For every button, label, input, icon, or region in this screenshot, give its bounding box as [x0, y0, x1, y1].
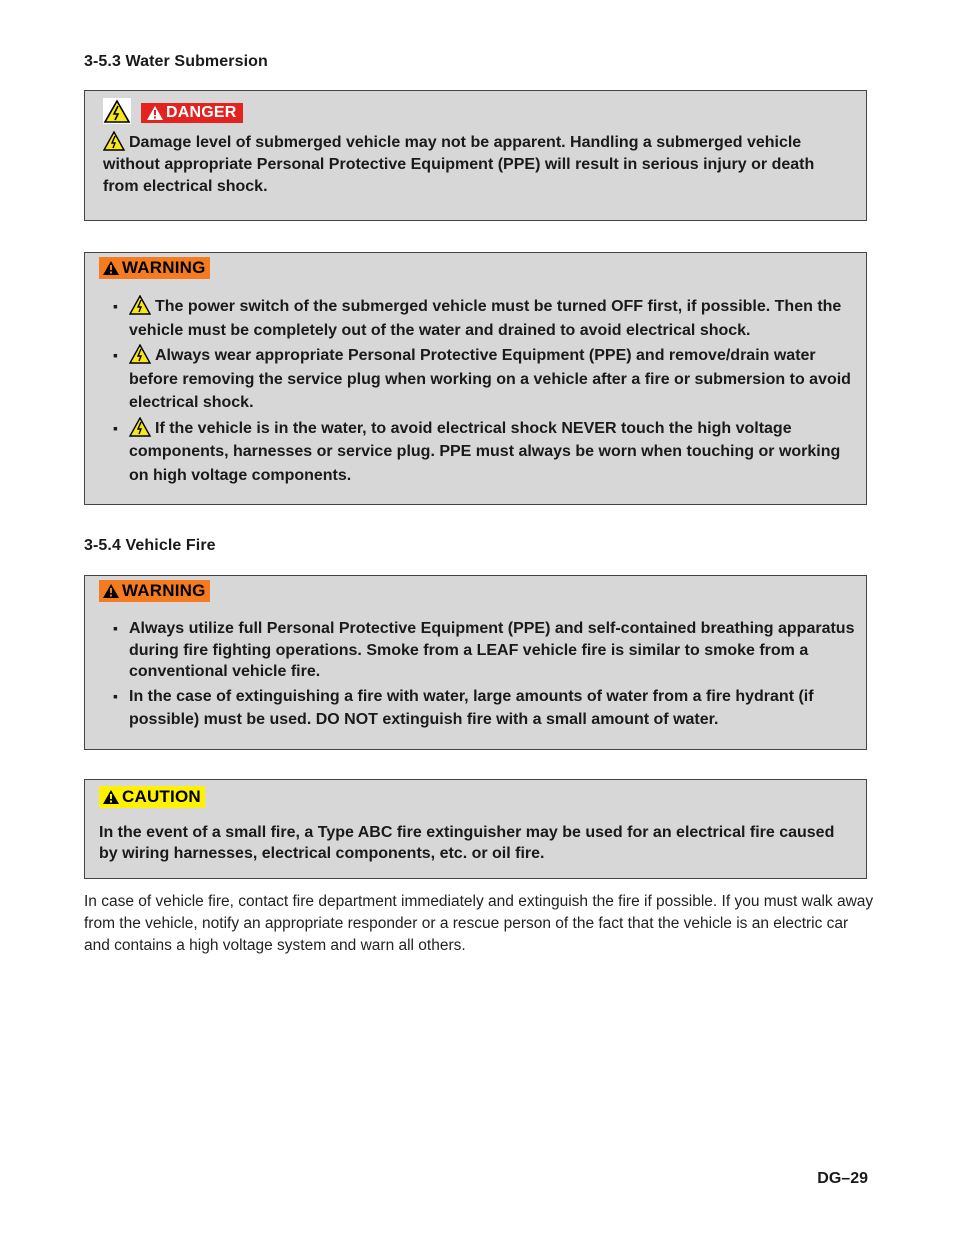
bullet: ▪ [113, 298, 118, 314]
bullet: ▪ [113, 620, 118, 636]
bullet: ▪ [113, 347, 118, 363]
list-item [99, 618, 858, 683]
list-item-text: In the case of extinguishing a fire with water, large amounts of water from a fire hydrant (if possible) must be used. DO NOT extinguish fire with a small amount of water. [129, 687, 814, 728]
high-voltage-icon [129, 417, 151, 437]
body-paragraph: In case of vehicle fire, contact fire department immediately and extinguish the fire if possible. If you must walk away from the vehicle, notify an appropriate responder or a rescue person of the fact that the vehicle is an electric car and contains a high voltage system and warn all others. [84, 893, 874, 954]
warning-list-water [99, 295, 854, 487]
caution-label-text: CAUTION [122, 787, 201, 806]
warning-box-water [84, 252, 867, 505]
high-voltage-icon [129, 344, 151, 364]
alert-triangle-icon [147, 106, 163, 120]
danger-box [84, 90, 867, 221]
caution-box [84, 779, 867, 879]
list-item-text: Always wear appropriate Personal Protective Equipment (PPE) and remove/drain water before removing the service plug when working on a vehicle after a fire or submersion to avoid electrical shock. [129, 347, 851, 411]
high-voltage-icon [103, 131, 125, 151]
bullet: ▪ [113, 419, 118, 436]
warning-label [99, 580, 210, 602]
list-item [99, 417, 854, 488]
danger-message-text: Damage level of submerged vehicle may not be apparent. Handling a submerged vehicle without appropriate Personal Protective Equipment (PPE) will result in serious injury or death from electrical shock. [103, 134, 815, 195]
list-item-text: If the vehicle is in the water, to avoid electrical shock NEVER touch the high voltage components, harnesses or service plug. PPE must always be worn when touching or working on high voltage components. [129, 419, 841, 484]
warning-label [99, 257, 210, 279]
list-item-text: Always utilize full Personal Protective Equipment (PPE) and self-contained breathing apparatus during fire fighting operations. Smoke from a LEAF vehicle fire is similar to smoke from a conventional vehicle fire. [129, 620, 855, 680]
danger-label-text: DANGER [166, 104, 237, 121]
caution-message: In the event of a small fire, a Type ABC fire extinguisher may be used for an electrical fire caused by wiring harnesses, electrical components, etc. or oil fire. [99, 824, 835, 862]
danger-message [103, 131, 848, 198]
high-voltage-icon [129, 295, 151, 315]
list-item-text: The power switch of the submerged vehicle must be turned OFF first, if possible. Then the vehicle must be completely out of the water and drained to avoid electrical shock. [129, 298, 842, 339]
list-item [99, 685, 858, 732]
warning-label-text: WARNING [122, 581, 206, 600]
warning-label-text: WARNING [122, 258, 206, 277]
alert-triangle-icon [103, 584, 119, 598]
bullet: ▪ [113, 687, 118, 704]
list-item [99, 344, 854, 415]
warning-list-fire [99, 618, 858, 732]
section-heading-vehicle-fire: 3-5.4 Vehicle Fire [84, 537, 216, 554]
warning-box-fire [84, 575, 867, 750]
page-number: DG–29 [817, 1170, 868, 1187]
alert-triangle-icon [103, 261, 119, 275]
section-heading-water-submersion: 3-5.3 Water Submersion [84, 53, 268, 70]
danger-label [141, 103, 243, 123]
list-item [99, 295, 854, 342]
alert-triangle-icon [103, 790, 119, 804]
high-voltage-icon [103, 98, 131, 129]
caution-label [99, 786, 205, 808]
